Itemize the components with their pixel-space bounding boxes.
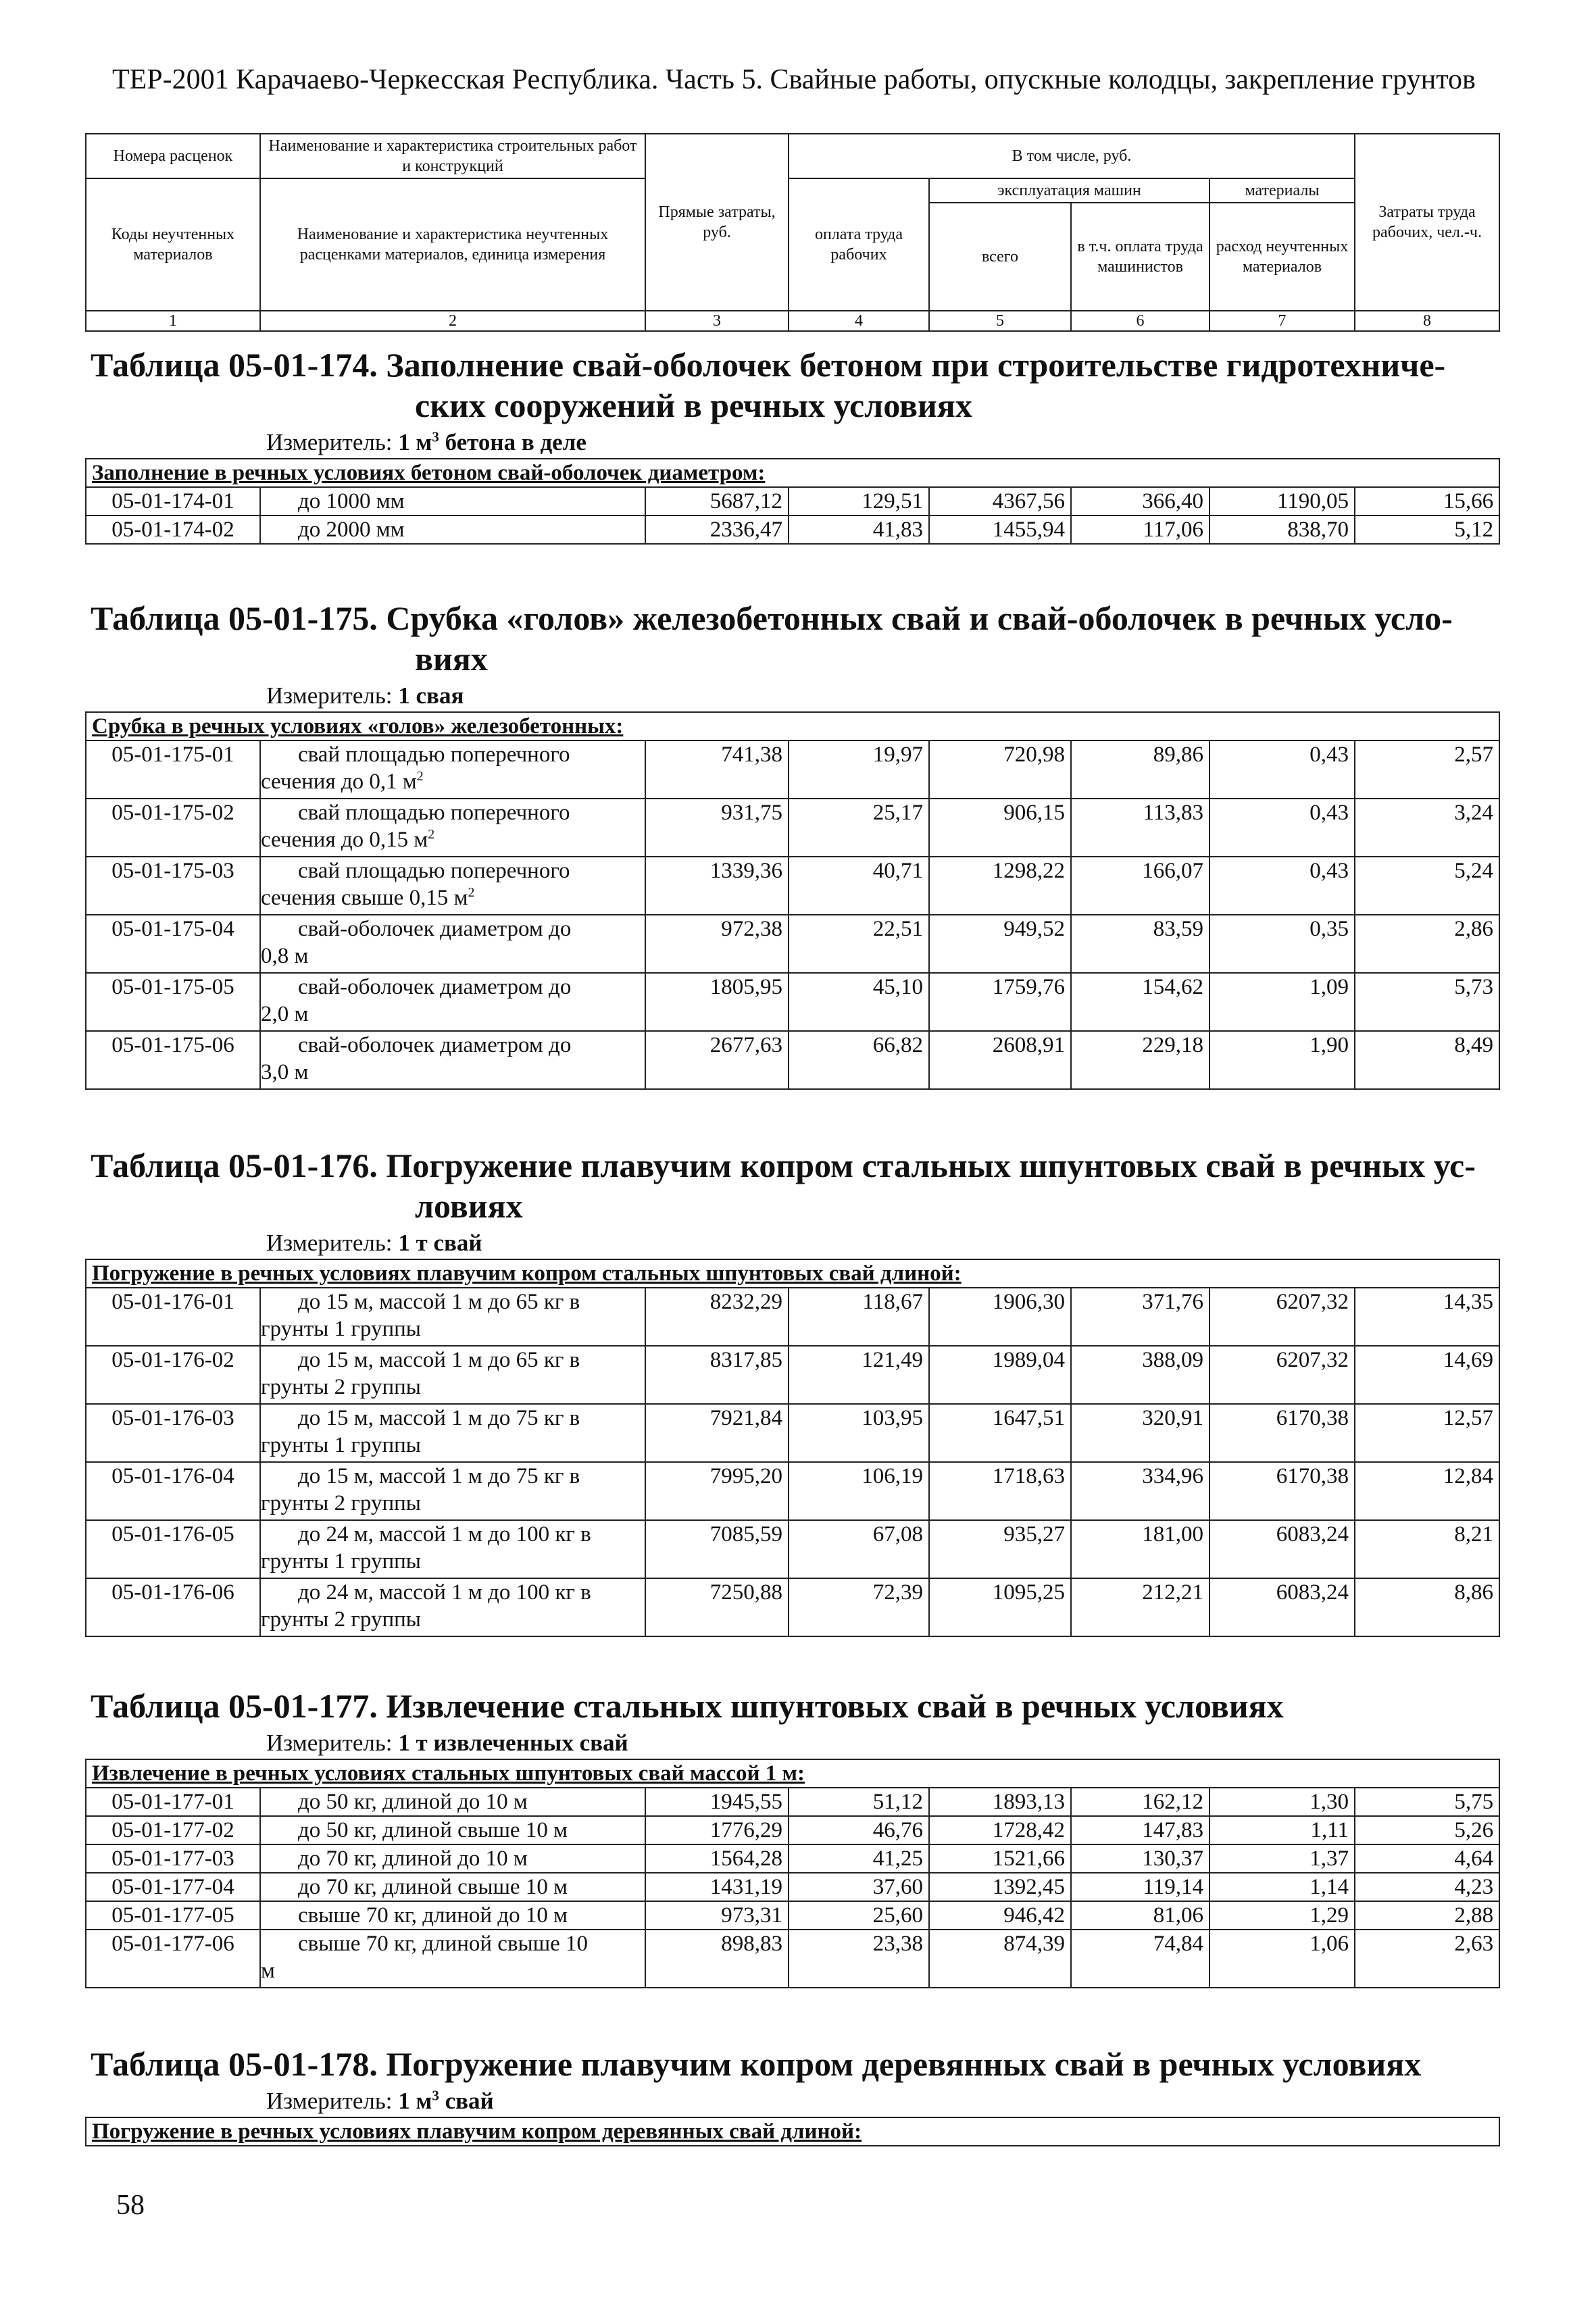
rate-name-line2: сечения свыше 0,15 м [261, 886, 468, 910]
rate-name [260, 1873, 645, 1901]
value-hours: 2,86 [1355, 915, 1499, 973]
value-direct: 7995,20 [645, 1462, 789, 1520]
table-subhead: Погружение в речных условиях плавучим копром стальных шпунтовых свай длиной: [86, 1259, 1499, 1288]
rate-name [260, 515, 645, 544]
table-title [85, 345, 1499, 426]
value-labor: 23,38 [789, 1930, 929, 1988]
page-number: 58 [116, 2190, 145, 2221]
value-direct: 7921,84 [645, 1404, 789, 1462]
rate-name [260, 1816, 645, 1844]
header-machines-total: всего [929, 203, 1071, 311]
value-mach: 4367,56 [929, 487, 1071, 515]
rate-name [260, 1288, 645, 1346]
col-number: 5 [929, 311, 1071, 331]
rate-name [260, 915, 645, 973]
value-oper: 229,18 [1071, 1031, 1210, 1089]
value-mat: 1,90 [1210, 1031, 1355, 1089]
value-mat: 6170,38 [1210, 1404, 1355, 1462]
value-mach: 1521,66 [929, 1844, 1071, 1873]
header-machines: эксплуатация машин [929, 178, 1210, 203]
rate-code: 05-01-174-02 [86, 515, 260, 544]
rate-code: 05-01-176-03 [86, 1404, 260, 1462]
value-mat: 1,37 [1210, 1844, 1355, 1873]
header-col2-top: Наименование и характеристика строительных работ и конструкций [260, 134, 645, 178]
rate-name-line2: грунты 1 группы [261, 1433, 421, 1457]
value-direct: 8232,29 [645, 1288, 789, 1346]
value-direct: 973,31 [645, 1901, 789, 1930]
rates-table [85, 1759, 1500, 1988]
value-oper: 113,83 [1071, 799, 1210, 857]
value-hours: 4,23 [1355, 1873, 1499, 1901]
rate-code: 05-01-176-01 [86, 1288, 260, 1346]
measure-value [398, 429, 587, 455]
value-direct: 972,38 [645, 915, 789, 973]
running-title: ТЕР-2001 Карачаево-Черкесская Республика. Часть 5. Свайные работы, опускные колодцы, закрепление грунтов [112, 64, 1476, 95]
rate-code: 05-01-176-04 [86, 1462, 260, 1520]
rate-name [260, 1346, 645, 1404]
rate-code: 05-01-177-04 [86, 1873, 260, 1901]
table-section-177 [85, 1686, 1499, 1988]
value-oper: 83,59 [1071, 915, 1210, 973]
value-mat: 0,35 [1210, 915, 1355, 973]
header-col1-bottom: Коды неучтенных материалов [86, 178, 260, 311]
measure-superscript: 3 [432, 2087, 439, 2104]
value-direct: 1776,29 [645, 1816, 789, 1844]
measure-value [398, 2088, 493, 2114]
value-oper: 366,40 [1071, 487, 1210, 515]
table-subhead-row [86, 1259, 1499, 1288]
value-oper: 89,86 [1071, 740, 1210, 799]
table-row [86, 515, 1499, 544]
value-mach: 874,39 [929, 1930, 1071, 1988]
value-oper: 166,07 [1071, 857, 1210, 915]
rate-code: 05-01-175-06 [86, 1031, 260, 1089]
table-title [85, 2044, 1499, 2084]
rate-name-line1: до 50 кг, длиной до 10 м [298, 1790, 528, 1814]
table-subhead: Погружение в речных условиях плавучим копром деревянных свай длиной: [86, 2117, 1499, 2146]
rate-name-line1: до 70 кг, длиной до 10 м [298, 1846, 528, 1871]
rate-code: 05-01-175-02 [86, 799, 260, 857]
rate-code: 05-01-174-01 [86, 487, 260, 515]
rate-name-line1: до 15 м, массой 1 м до 65 кг в [298, 1348, 580, 1372]
header-labor-pay: оплата труда рабочих [789, 178, 929, 311]
value-mach: 1718,63 [929, 1462, 1071, 1520]
value-direct: 2677,63 [645, 1031, 789, 1089]
measure-unit [266, 428, 1499, 458]
measure-label: Измеритель: [266, 1230, 393, 1256]
col-number: 3 [645, 311, 789, 331]
value-mach: 1893,13 [929, 1788, 1071, 1816]
rates-table [85, 2117, 1500, 2146]
table-subhead-row [86, 459, 1499, 487]
table-row [86, 1462, 1499, 1520]
table-row [86, 740, 1499, 799]
table-title-line1: Таблица 05-01-177. Извлечение стальных шпунтовых свай в речных условиях [91, 1687, 1284, 1725]
rate-code: 05-01-176-02 [86, 1346, 260, 1404]
value-oper: 154,62 [1071, 973, 1210, 1031]
value-labor: 40,71 [789, 857, 929, 915]
value-mat: 6083,24 [1210, 1578, 1355, 1636]
measure-tail: бетона в деле [439, 429, 587, 455]
value-mat: 1,29 [1210, 1901, 1355, 1930]
col-number: 4 [789, 311, 929, 331]
rate-code: 05-01-176-05 [86, 1520, 260, 1578]
value-labor: 67,08 [789, 1520, 929, 1578]
rates-table [85, 711, 1500, 1090]
header-materials-sub: расход неучтенных материалов [1210, 203, 1355, 311]
rate-code: 05-01-175-05 [86, 973, 260, 1031]
value-labor: 41,83 [789, 515, 929, 544]
rate-name [260, 799, 645, 857]
table-row [86, 1346, 1499, 1404]
value-direct: 898,83 [645, 1930, 789, 1988]
value-mach: 906,15 [929, 799, 1071, 857]
value-labor: 25,60 [789, 1901, 929, 1930]
rate-name-superscript: 2 [416, 769, 424, 784]
rate-name [260, 1462, 645, 1520]
value-direct: 1945,55 [645, 1788, 789, 1816]
value-mat: 1,09 [1210, 973, 1355, 1031]
rate-code: 05-01-175-01 [86, 740, 260, 799]
value-oper: 147,83 [1071, 1816, 1210, 1844]
measure-unit [266, 1229, 1499, 1259]
value-oper: 117,06 [1071, 515, 1210, 544]
value-hours: 2,63 [1355, 1930, 1499, 1988]
value-oper: 334,96 [1071, 1462, 1210, 1520]
rate-name-line1: свыше 70 кг, длиной свыше 10 [298, 1932, 588, 1956]
table-row [86, 915, 1499, 973]
table-title [85, 1686, 1499, 1726]
measure-superscript: 3 [432, 428, 439, 445]
value-mach: 949,52 [929, 915, 1071, 973]
measure-value-text: 1 т свай [398, 1230, 482, 1256]
table-row [86, 1031, 1499, 1089]
measure-unit [266, 2087, 1499, 2117]
value-mach: 1906,30 [929, 1288, 1071, 1346]
rate-name-line1: до 50 кг, длиной свыше 10 м [298, 1818, 568, 1842]
value-hours: 5,26 [1355, 1816, 1499, 1844]
rate-name-line2: грунты 2 группы [261, 1491, 421, 1515]
value-mat: 6207,32 [1210, 1288, 1355, 1346]
table-title-line1: Таблица 05-01-175. Срубка «голов» железобетонных свай и свай-оболочек в речных усло- [91, 599, 1453, 637]
value-direct: 1431,19 [645, 1873, 789, 1901]
table-row [86, 973, 1499, 1031]
value-mat: 6170,38 [1210, 1462, 1355, 1520]
table-row [86, 487, 1499, 515]
col-number: 1 [86, 311, 260, 331]
rate-name-line1: свай площадью поперечного [298, 743, 570, 767]
measure-value [398, 1730, 628, 1756]
value-mach: 946,42 [929, 1901, 1071, 1930]
rate-name [260, 1520, 645, 1578]
measure-value [398, 1230, 482, 1256]
rate-name-line2: грунты 2 группы [261, 1375, 421, 1399]
value-mach: 1095,25 [929, 1578, 1071, 1636]
value-labor: 121,49 [789, 1346, 929, 1404]
value-mat: 0,43 [1210, 740, 1355, 799]
value-labor: 51,12 [789, 1788, 929, 1816]
rate-code: 05-01-176-06 [86, 1578, 260, 1636]
value-mach: 935,27 [929, 1520, 1071, 1578]
value-mat: 0,43 [1210, 799, 1355, 857]
value-labor: 25,17 [789, 799, 929, 857]
column-header-table [85, 133, 1500, 332]
rate-name-line2: грунты 1 группы [261, 1549, 421, 1574]
value-direct: 741,38 [645, 740, 789, 799]
rate-code: 05-01-177-03 [86, 1844, 260, 1873]
table-row [86, 1901, 1499, 1930]
rate-code: 05-01-177-06 [86, 1930, 260, 1988]
value-labor: 45,10 [789, 973, 929, 1031]
table-row [86, 1520, 1499, 1578]
value-direct: 5687,12 [645, 487, 789, 515]
rate-name-line1: до 24 м, массой 1 м до 100 кг в [298, 1580, 591, 1605]
value-direct: 931,75 [645, 799, 789, 857]
value-hours: 8,21 [1355, 1520, 1499, 1578]
value-mat: 0,43 [1210, 857, 1355, 915]
rate-name-line2: 3,0 м [261, 1060, 309, 1084]
table-subhead: Заполнение в речных условиях бетоном свай-оболочек диаметром: [86, 459, 1499, 487]
table-section-178 [85, 2044, 1499, 2146]
value-mach: 1392,45 [929, 1873, 1071, 1901]
measure-value-text: 1 свая [398, 682, 464, 709]
table-row [86, 1930, 1499, 1988]
value-mach: 1647,51 [929, 1404, 1071, 1462]
value-hours: 8,86 [1355, 1578, 1499, 1636]
table-subhead-row [86, 1759, 1499, 1788]
measure-value-text: 1 м [398, 429, 432, 455]
table-row [86, 1788, 1499, 1816]
measure-label: Измеритель: [266, 429, 393, 455]
value-labor: 19,97 [789, 740, 929, 799]
rate-name-line2: сечения до 0,15 м [261, 828, 428, 852]
table-section-174 [85, 345, 1499, 545]
table-row [86, 1873, 1499, 1901]
value-hours: 14,35 [1355, 1288, 1499, 1346]
table-section-176 [85, 1145, 1499, 1637]
value-hours: 5,75 [1355, 1788, 1499, 1816]
rate-name [260, 1901, 645, 1930]
rate-name-line2: 0,8 м [261, 944, 309, 968]
value-oper: 74,84 [1071, 1930, 1210, 1988]
value-direct: 1564,28 [645, 1844, 789, 1873]
rate-name-line1: до 15 м, массой 1 м до 65 кг в [298, 1290, 580, 1314]
table-subhead: Срубка в речных условиях «голов» железобетонных: [86, 712, 1499, 740]
measure-label: Измеритель: [266, 682, 393, 709]
value-mach: 1728,42 [929, 1816, 1071, 1844]
value-labor: 103,95 [789, 1404, 929, 1462]
value-direct: 8317,85 [645, 1346, 789, 1404]
measure-label: Измеритель: [266, 1730, 393, 1756]
value-hours: 5,12 [1355, 515, 1499, 544]
rate-code: 05-01-175-03 [86, 857, 260, 915]
rate-name-line1: до 1000 мм [298, 489, 405, 513]
table-row [86, 1844, 1499, 1873]
rate-name-line2: сечения до 0,1 м [261, 770, 417, 794]
measure-label: Измеритель: [266, 2088, 393, 2114]
rate-name [260, 487, 645, 515]
value-direct: 7250,88 [645, 1578, 789, 1636]
rate-name [260, 1788, 645, 1816]
value-labor: 22,51 [789, 915, 929, 973]
value-mat: 6207,32 [1210, 1346, 1355, 1404]
value-oper: 388,09 [1071, 1346, 1210, 1404]
rate-name-line1: свай-оболочек диаметром до [298, 917, 572, 941]
rate-name-superscript: 2 [428, 827, 435, 842]
value-labor: 37,60 [789, 1873, 929, 1901]
rate-name [260, 1844, 645, 1873]
value-mat: 1,06 [1210, 1930, 1355, 1988]
rate-name [260, 1404, 645, 1462]
value-mach: 1455,94 [929, 515, 1071, 544]
rate-name [260, 1578, 645, 1636]
value-hours: 2,88 [1355, 1901, 1499, 1930]
header-incl: В том числе, руб. [789, 134, 1355, 178]
value-mat: 1190,05 [1210, 487, 1355, 515]
value-oper: 119,14 [1071, 1873, 1210, 1901]
col-number: 6 [1071, 311, 1210, 331]
value-mat: 1,11 [1210, 1816, 1355, 1844]
table-title [85, 1145, 1499, 1226]
value-hours: 2,57 [1355, 740, 1499, 799]
value-mach: 1759,76 [929, 973, 1071, 1031]
header-labor-hours: Затраты труда рабочих, чел.-ч. [1355, 134, 1499, 311]
value-hours: 14,69 [1355, 1346, 1499, 1404]
rate-name-line1: до 15 м, массой 1 м до 75 кг в [298, 1464, 580, 1488]
measure-tail: свай [439, 2088, 494, 2114]
rate-name-line1: до 70 кг, длиной свыше 10 м [298, 1875, 568, 1899]
header-machines-operators: в т.ч. оплата труда машинистов [1071, 203, 1210, 311]
col-number: 2 [260, 311, 645, 331]
rate-code: 05-01-177-05 [86, 1901, 260, 1930]
value-mach: 1989,04 [929, 1346, 1071, 1404]
rate-name-line2: грунты 2 группы [261, 1607, 421, 1632]
rate-code: 05-01-175-04 [86, 915, 260, 973]
rate-name-line1: свай площадью поперечного [298, 859, 570, 883]
table-title [85, 598, 1499, 679]
value-labor: 46,76 [789, 1816, 929, 1844]
col-number: 8 [1355, 311, 1499, 331]
rate-name-line2: грунты 1 группы [261, 1317, 421, 1341]
table-subhead: Извлечение в речных условиях стальных шпунтовых свай массой 1 м: [86, 1759, 1499, 1788]
value-oper: 81,06 [1071, 1901, 1210, 1930]
rate-name-superscript: 2 [468, 885, 475, 900]
value-hours: 8,49 [1355, 1031, 1499, 1089]
value-direct: 1339,36 [645, 857, 789, 915]
value-mach: 720,98 [929, 740, 1071, 799]
header-col2-bottom: Наименование и характеристика неучтенных расценками материалов, единица измерения [260, 178, 645, 311]
value-hours: 12,84 [1355, 1462, 1499, 1520]
rate-name-line2: м [261, 1959, 275, 1983]
value-oper: 212,21 [1071, 1578, 1210, 1636]
rate-name [260, 973, 645, 1031]
rate-name-line1: до 15 м, массой 1 м до 75 кг в [298, 1406, 580, 1430]
rate-code: 05-01-177-01 [86, 1788, 260, 1816]
measure-unit [266, 682, 1499, 711]
header-col3: Прямые затраты, руб. [645, 134, 789, 311]
value-oper: 162,12 [1071, 1788, 1210, 1816]
table-row [86, 1288, 1499, 1346]
rate-name-line1: свыше 70 кг, длиной до 10 м [298, 1903, 568, 1928]
rate-name-line1: до 24 м, массой 1 м до 100 кг в [298, 1522, 591, 1546]
table-title-line2: ских сооружений в речных условиях [415, 386, 972, 424]
rates-table [85, 458, 1500, 545]
value-mach: 1298,22 [929, 857, 1071, 915]
value-mat: 838,70 [1210, 515, 1355, 544]
value-oper: 181,00 [1071, 1520, 1210, 1578]
value-mat: 6083,24 [1210, 1520, 1355, 1578]
rate-name-line2: 2,0 м [261, 1002, 309, 1026]
col-number: 7 [1210, 311, 1355, 331]
rate-name-line1: свай-оболочек диаметром до [298, 975, 572, 999]
value-hours: 3,24 [1355, 799, 1499, 857]
table-title-line2: ловиях [415, 1187, 523, 1225]
measure-unit [266, 1729, 1499, 1759]
value-direct: 7085,59 [645, 1520, 789, 1578]
value-labor: 41,25 [789, 1844, 929, 1873]
value-labor: 66,82 [789, 1031, 929, 1089]
value-mat: 1,30 [1210, 1788, 1355, 1816]
table-row [86, 799, 1499, 857]
table-row [86, 857, 1499, 915]
value-oper: 371,76 [1071, 1288, 1210, 1346]
value-hours: 5,24 [1355, 857, 1499, 915]
table-subhead-row [86, 2117, 1499, 2146]
value-hours: 4,64 [1355, 1844, 1499, 1873]
rate-name [260, 857, 645, 915]
table-title-line1: Таблица 05-01-176. Погружение плавучим копром стальных шпунтовых свай в речных ус- [91, 1147, 1476, 1184]
table-title-line1: Таблица 05-01-178. Погружение плавучим копром деревянных свай в речных условиях [91, 2045, 1422, 2083]
value-labor: 118,67 [789, 1288, 929, 1346]
table-title-line2: виях [415, 640, 488, 678]
measure-value-text: 1 т извлеченных свай [398, 1730, 628, 1756]
value-direct: 1805,95 [645, 973, 789, 1031]
value-labor: 106,19 [789, 1462, 929, 1520]
value-hours: 15,66 [1355, 487, 1499, 515]
table-row [86, 1816, 1499, 1844]
rate-name [260, 740, 645, 799]
table-row [86, 1578, 1499, 1636]
value-direct: 2336,47 [645, 515, 789, 544]
value-labor: 129,51 [789, 487, 929, 515]
rate-code: 05-01-177-02 [86, 1816, 260, 1844]
value-mat: 1,14 [1210, 1873, 1355, 1901]
table-row [86, 1404, 1499, 1462]
rate-name [260, 1031, 645, 1089]
rate-name-line1: до 2000 мм [298, 518, 405, 542]
measure-value-text: 1 м [398, 2088, 432, 2114]
table-section-175 [85, 598, 1499, 1090]
header-materials: материалы [1210, 178, 1355, 203]
rate-name-line1: свай-оболочек диаметром до [298, 1033, 572, 1057]
header-col1-top: Номера расценок [86, 134, 260, 178]
table-subhead-row [86, 712, 1499, 740]
value-hours: 12,57 [1355, 1404, 1499, 1462]
value-oper: 130,37 [1071, 1844, 1210, 1873]
measure-value [398, 682, 464, 709]
value-labor: 72,39 [789, 1578, 929, 1636]
value-hours: 5,73 [1355, 973, 1499, 1031]
table-title-line1: Таблица 05-01-174. Заполнение свай-оболочек бетоном при строительстве гидротехниче- [91, 346, 1446, 384]
rate-name-line1: свай площадью поперечного [298, 801, 570, 825]
value-oper: 320,91 [1071, 1404, 1210, 1462]
rates-table [85, 1259, 1500, 1637]
value-mach: 2608,91 [929, 1031, 1071, 1089]
rate-name [260, 1930, 645, 1988]
